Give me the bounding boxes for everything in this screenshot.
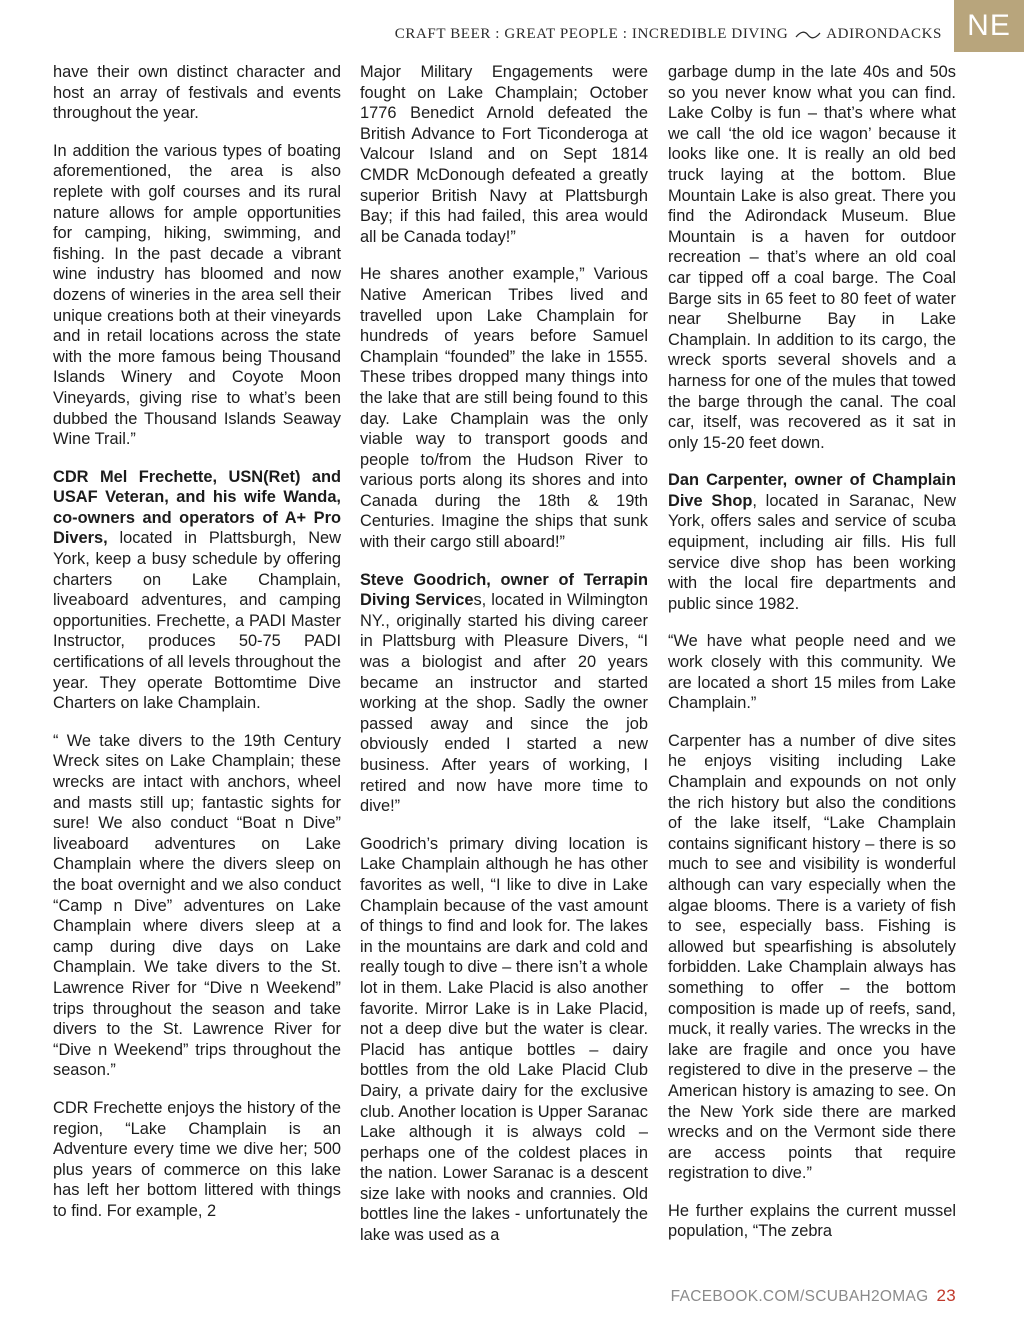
page-footer	[671, 1286, 956, 1306]
region-tab: NE	[954, 0, 1024, 52]
paragraph-text: s, located in Wilmington NY., originally started his diving career in Plattsburg with Pleasure Divers, “I was a biologist and after 20 years became an instructor and started working at the shop. Sadly the owner passed away and since the job obviously ended I started a new business. After years of working, I retired and now have more time to dive!”	[360, 591, 648, 816]
bold-lead: CDR Mel Frechette, USN(Ret) and USAF Veteran, and his wife Wanda, co-owners and operators of A+ Pro Divers,	[53, 467, 341, 548]
paragraph: Major Military Engagements were fought on Lake Champlain; October 1776 Benedict Arnold defeated the British Advance to Fort Ticonderoga at Valcour Island and on Sept 1814 CMDR McDonough defeated a greatly superior British Navy at Plattsburgh Bay; if this had failed, this area would all be Canada today!”	[360, 63, 648, 246]
paragraph: He shares another example,” Various Native American Tribes lived and travelled upon Lake Champlain for hundreds of years before Samuel Champlain “founded” the lake in 1555. These tribes dropped many things into the lake that are still being found to this day. Lake Champlain was the only viable way to transport goods and people to/from the Hudson River to various ports along its shores and into Canada during the 18th & 19th Centuries. Imagine the ships that sunk with their cargo still aboard!”	[360, 265, 648, 552]
running-header	[330, 26, 942, 43]
paragraph	[53, 467, 341, 714]
bold-lead: Steve Goodrich, owner of Terrapin Diving Service	[360, 570, 648, 610]
paragraph: In addition the various types of boating aforementioned, the area is also replete with golf courses and its rural nature allows for ample opportunities for camping, hiking, swimming, and fishing. In the past decade a vibrant wine industry has bloomed and now dozens of wineries in the area sell their unique creations both at their vineyards and in retail locations across the state with the more famous being Thousand Islands Winery and Coyote Moon Vineyards, giving rise to what’s been dubbed the Thousand Islands Seaway Wine Trail.”	[53, 141, 341, 449]
paragraph-text: located in Plattsburgh, New York, keep a busy schedule by offering charters on Lake Champlain, liveaboard adventures, and camping opportunities. Frechette, a PADI Master Instructor, produces 50-75 PADI certifications of all levels throughout the year. They operate Bottomtime Dive Charters on lake Champlain.	[53, 529, 341, 713]
paragraph	[360, 570, 648, 817]
bold-lead: Dan Carpenter, owner of Champlain Dive Shop	[668, 471, 956, 510]
paragraph: CDR Frechette enjoys the history of the region, “Lake Champlain is an Adventure every time we dive her; 500 plus years of commerce on this lake has left her bottom littered with things to find. For example, 2	[53, 1098, 341, 1220]
paragraph-text: , located in Saranac, New York, offers sales and service of scuba equipment, including air fills. His full service dive shop has been working with the local fire departments and public since 1982.	[668, 491, 956, 613]
paragraph: “ We take divers to the 19th Century Wreck sites on Lake Champlain; these wrecks are intact with anchors, wheel and masts still up; fantastic sights for sure! We also conduct “Boat n Dive” liveaboard adventures on Lake Champlain where the divers sleep on the boat overnight and we also conduct “Camp n Dive” adventures on Lake Champlain where divers sleep at a camp during dive days on Lake Champlain. We take divers to the St. Lawrence River for “Dive n Weekend” trips throughout the season and take divers to the St. Lawrence River for “Dive n Weekend” trips throughout the season.”	[53, 731, 341, 1080]
header-section: ADIRONDACKS	[826, 26, 942, 42]
paragraph: have their own distinct character and host an array of festivals and events throughout the year.	[53, 63, 341, 123]
page-number: 23	[936, 1286, 956, 1305]
article-column-1	[53, 62, 341, 1238]
header-tagline: CRAFT BEER : GREAT PEOPLE : INCREDIBLE DIVING	[394, 26, 789, 42]
wave-divider-icon	[795, 30, 821, 40]
article-column-3	[668, 62, 956, 1259]
footer-link[interactable]: FACEBOOK.COM/SCUBAH2OMAG	[670, 1288, 929, 1305]
paragraph: “We have what people need and we work closely with this community. We are located a short 15 miles from Lake Champlain.”	[668, 632, 956, 713]
paragraph: He further explains the current mussel population, “The zebra	[668, 1201, 956, 1241]
paragraph: garbage dump in the late 40s and 50s so you never know what you can find. Lake Colby is fun – that’s where what we call ‘the old ice wagon’ because it looks like one. It is really an old bed truck laying at the bottom. Blue Mountain Lake is also great. There you find the Adirondack Museum. Blue Mountain is a haven for outdoor recreation – that’s where an old coal car tipped off a coal barge. The Coal Barge sits in 65 feet to 80 feet of water near Shelburne Bay in Lake Champlain. In addition to its cargo, the wreck sports several shovels and a harness for one of the mules that towed the barge through the canal. The coal car, itself, was recovered as it sat in only 15-20 feet down.	[668, 63, 956, 452]
paragraph	[668, 470, 956, 614]
article-column-2	[360, 62, 648, 1263]
paragraph: Goodrich’s primary diving location is Lake Champlain although he has other favorites as well, “I like to dive in Lake Champlain because of the vast amount of things to find and look for. The lakes in the mountains are dark and cold and really tough to dive – there isn’t a whole lot in them. Lake Placid is also another favorite. Mirror Lake is in Lake Placid, not a deep dive but the water is clear. Placid has antique bottles – dairy bottles from the old Lake Placid Club Dairy, a private dairy for the exclusive club. Another location is Upper Saranac Lake although it is always cold – perhaps one of the coldest places in the nation. Lower Saranac is a descent size lake with nooks and crannies. Old bottles line the lakes - unfortunately the lake was used as a	[360, 834, 648, 1245]
paragraph: Carpenter has a number of dive sites he enjoys visiting including Lake Champlain and expounds on not only the rich history but also the conditions of the lake itself, “Lake Champlain contains significant history – there is so much to see and visibility is wonderful although can vary especially when the algae blooms. There is a variety of fish to see, especially bass. Fishing is allowed but spearfishing is absolutely forbidden. Lake Champlain always has something to offer – the bottom composition is made up of reefs, sand, muck, it really varies. The wrecks in the lake are fragile and once you have registered to dive in the preserve – the American history is amazing to see. On the New York side there are marked wrecks and on the Vermont side there are access points that require registration to dive.”	[668, 731, 956, 1183]
